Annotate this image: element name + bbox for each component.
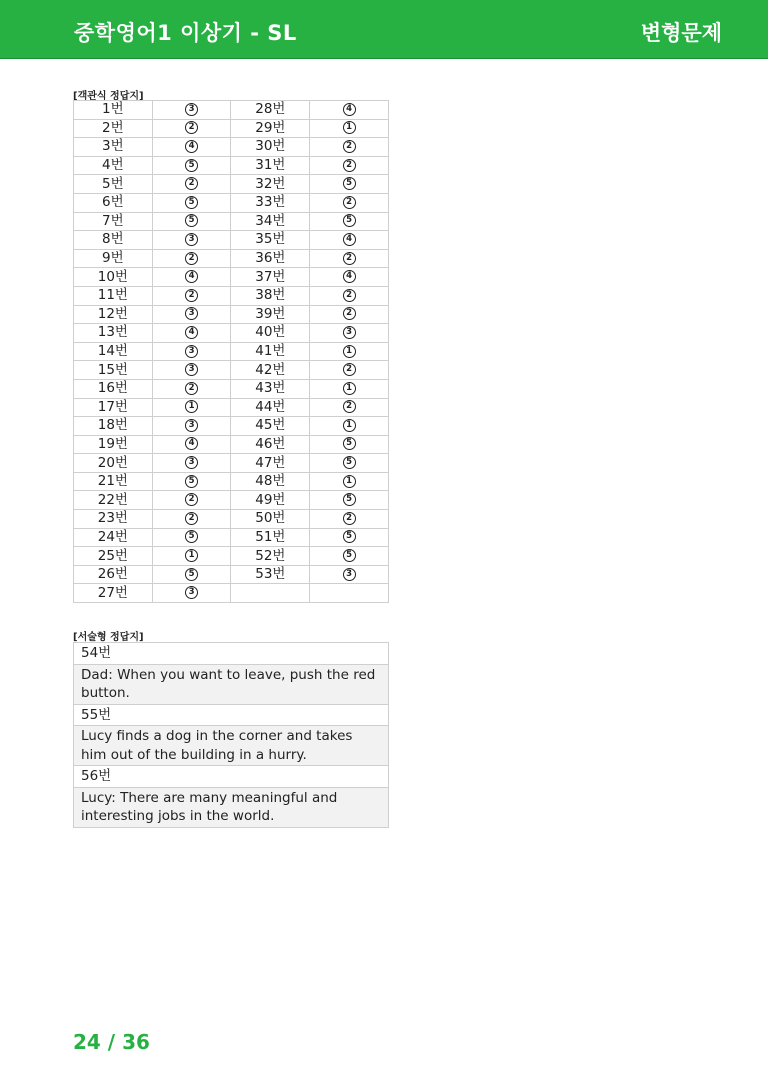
- table-row: [74, 528, 389, 547]
- answer-cell: [310, 584, 389, 603]
- question-number: 16번: [74, 379, 153, 398]
- answer-cell: [152, 193, 231, 212]
- circled-answer-number: 5: [343, 549, 356, 562]
- circled-answer-number: 3: [185, 103, 198, 116]
- question-number: 18번: [74, 417, 153, 436]
- answer-cell: [310, 268, 389, 287]
- circled-answer-number: 2: [185, 177, 198, 190]
- question-number: 55번: [74, 704, 389, 726]
- answer-cell: [310, 361, 389, 380]
- question-number: 19번: [74, 435, 153, 454]
- circled-answer-number: 1: [185, 549, 198, 562]
- table-row: [74, 379, 389, 398]
- question-number: 54번: [74, 643, 389, 665]
- question-number: 53번: [231, 565, 310, 584]
- circled-answer-number: 2: [185, 121, 198, 134]
- answer-cell: [152, 231, 231, 250]
- answer-cell: [310, 156, 389, 175]
- circled-answer-number: 5: [185, 214, 198, 227]
- circled-answer-number: 5: [343, 214, 356, 227]
- circled-answer-number: 5: [343, 456, 356, 469]
- answer-cell: [152, 435, 231, 454]
- table-row: [74, 491, 389, 510]
- answer-cell: [310, 417, 389, 436]
- table-row: [74, 766, 389, 788]
- answer-cell: [152, 268, 231, 287]
- answer-cell: [310, 435, 389, 454]
- circled-answer-number: 3: [185, 586, 198, 599]
- answer-cell: [152, 565, 231, 584]
- answer-cell: [152, 547, 231, 566]
- table-row: [74, 584, 389, 603]
- answer-cell: [152, 212, 231, 231]
- circled-answer-number: 2: [185, 252, 198, 265]
- question-number: 51번: [231, 528, 310, 547]
- answer-cell: [152, 138, 231, 157]
- question-number: 29번: [231, 119, 310, 138]
- circled-answer-number: 5: [185, 159, 198, 172]
- question-number: 7번: [74, 212, 153, 231]
- circled-answer-number: 1: [343, 345, 356, 358]
- circled-answer-number: 2: [343, 196, 356, 209]
- answer-cell: [152, 249, 231, 268]
- circled-answer-number: 2: [185, 289, 198, 302]
- question-number: 44번: [231, 398, 310, 417]
- question-number: 46번: [231, 435, 310, 454]
- circled-answer-number: 3: [185, 456, 198, 469]
- question-number: 2번: [74, 119, 153, 138]
- circled-answer-number: 4: [343, 233, 356, 246]
- table-row: [74, 231, 389, 250]
- circled-answer-number: 2: [343, 159, 356, 172]
- circled-answer-number: 4: [185, 270, 198, 283]
- table-row: [74, 101, 389, 120]
- circled-answer-number: 2: [343, 140, 356, 153]
- answer-cell: [310, 528, 389, 547]
- question-number: 8번: [74, 231, 153, 250]
- circled-answer-number: 5: [185, 568, 198, 581]
- circled-answer-number: 3: [343, 326, 356, 339]
- table-row: [74, 565, 389, 584]
- subjective-answers-label: [서술형 정답지]: [73, 632, 144, 643]
- question-number: 10번: [74, 268, 153, 287]
- table-row: [74, 435, 389, 454]
- answer-text: Lucy: There are many meaningful and interesting jobs in the world.: [74, 787, 389, 827]
- answer-cell: [152, 491, 231, 510]
- circled-answer-number: 5: [185, 475, 198, 488]
- circled-answer-number: 5: [343, 493, 356, 506]
- table-row: [74, 398, 389, 417]
- question-number: 56번: [74, 766, 389, 788]
- answer-cell: [152, 324, 231, 343]
- question-number: 31번: [231, 156, 310, 175]
- circled-answer-number: 2: [185, 382, 198, 395]
- question-number: 22번: [74, 491, 153, 510]
- circled-answer-number: 1: [343, 121, 356, 134]
- circled-answer-number: 3: [185, 363, 198, 376]
- answer-cell: [310, 286, 389, 305]
- table-row: [74, 472, 389, 491]
- circled-answer-number: 3: [343, 568, 356, 581]
- header-category: 변형문제: [640, 21, 722, 45]
- circled-answer-number: 5: [343, 177, 356, 190]
- table-row: [74, 704, 389, 726]
- answer-cell: [310, 193, 389, 212]
- header-title: 중학영어1 이상기 - SL: [74, 21, 297, 45]
- circled-answer-number: 1: [185, 400, 198, 413]
- question-number: 11번: [74, 286, 153, 305]
- question-number: [231, 584, 310, 603]
- answer-cell: [310, 379, 389, 398]
- circled-answer-number: 2: [343, 400, 356, 413]
- answer-cell: [310, 305, 389, 324]
- question-number: 5번: [74, 175, 153, 194]
- question-number: 50번: [231, 510, 310, 529]
- subjective-answer-table: [73, 642, 389, 828]
- question-number: 20번: [74, 454, 153, 473]
- question-number: 9번: [74, 249, 153, 268]
- answer-text: Dad: When you want to leave, push the red button.: [74, 664, 389, 704]
- question-number: 30번: [231, 138, 310, 157]
- table-row: [74, 361, 389, 380]
- answer-cell: [310, 510, 389, 529]
- table-row: [74, 268, 389, 287]
- question-number: 33번: [231, 193, 310, 212]
- table-row: [74, 664, 389, 704]
- question-number: 28번: [231, 101, 310, 120]
- table-row: [74, 510, 389, 529]
- question-number: 25번: [74, 547, 153, 566]
- answer-cell: [310, 398, 389, 417]
- question-number: 35번: [231, 231, 310, 250]
- question-number: 42번: [231, 361, 310, 380]
- question-number: 4번: [74, 156, 153, 175]
- answer-cell: [310, 231, 389, 250]
- question-number: 13번: [74, 324, 153, 343]
- table-row: [74, 212, 389, 231]
- answer-cell: [152, 379, 231, 398]
- answer-text: Lucy finds a dog in the corner and takes him out of the building in a hurry.: [74, 726, 389, 766]
- objective-answers-label: [객관식 정답지]: [73, 91, 144, 102]
- question-number: 24번: [74, 528, 153, 547]
- question-number: 40번: [231, 324, 310, 343]
- answer-cell: [310, 342, 389, 361]
- answer-cell: [152, 584, 231, 603]
- circled-answer-number: 2: [185, 512, 198, 525]
- question-number: 3번: [74, 138, 153, 157]
- table-row: [74, 305, 389, 324]
- circled-answer-number: 4: [343, 270, 356, 283]
- question-number: 26번: [74, 565, 153, 584]
- question-number: 48번: [231, 472, 310, 491]
- answer-cell: [310, 454, 389, 473]
- circled-answer-number: 2: [343, 363, 356, 376]
- question-number: 41번: [231, 342, 310, 361]
- answer-cell: [152, 101, 231, 120]
- question-number: 21번: [74, 472, 153, 491]
- circled-answer-number: 1: [343, 382, 356, 395]
- circled-answer-number: 4: [185, 326, 198, 339]
- table-row: [74, 726, 389, 766]
- table-row: [74, 324, 389, 343]
- question-number: 43번: [231, 379, 310, 398]
- answer-cell: [310, 119, 389, 138]
- question-number: 38번: [231, 286, 310, 305]
- table-row: [74, 249, 389, 268]
- table-row: [74, 787, 389, 827]
- question-number: 6번: [74, 193, 153, 212]
- question-number: 52번: [231, 547, 310, 566]
- table-row: [74, 643, 389, 665]
- circled-answer-number: 3: [185, 307, 198, 320]
- answer-cell: [310, 212, 389, 231]
- answer-cell: [152, 156, 231, 175]
- question-number: 1번: [74, 101, 153, 120]
- answer-cell: [310, 175, 389, 194]
- circled-answer-number: 4: [185, 140, 198, 153]
- answer-cell: [310, 547, 389, 566]
- circled-answer-number: 5: [343, 437, 356, 450]
- question-number: 45번: [231, 417, 310, 436]
- table-row: [74, 193, 389, 212]
- circled-answer-number: 3: [185, 419, 198, 432]
- table-row: [74, 138, 389, 157]
- answer-cell: [152, 305, 231, 324]
- circled-answer-number: 1: [343, 419, 356, 432]
- question-number: 34번: [231, 212, 310, 231]
- circled-answer-number: 2: [343, 307, 356, 320]
- question-number: 15번: [74, 361, 153, 380]
- question-number: 23번: [74, 510, 153, 529]
- table-row: [74, 342, 389, 361]
- answer-cell: [310, 249, 389, 268]
- table-row: [74, 119, 389, 138]
- circled-answer-number: 2: [343, 289, 356, 302]
- table-row: [74, 417, 389, 436]
- question-number: 14번: [74, 342, 153, 361]
- table-row: [74, 175, 389, 194]
- answer-cell: [310, 138, 389, 157]
- circled-answer-number: 5: [185, 530, 198, 543]
- circled-answer-number: 2: [185, 493, 198, 506]
- question-number: 32번: [231, 175, 310, 194]
- question-number: 36번: [231, 249, 310, 268]
- answer-cell: [152, 286, 231, 305]
- answer-cell: [310, 565, 389, 584]
- answer-cell: [310, 101, 389, 120]
- circled-answer-number: 3: [185, 345, 198, 358]
- question-number: 37번: [231, 268, 310, 287]
- circled-answer-number: 5: [185, 196, 198, 209]
- answer-cell: [152, 175, 231, 194]
- circled-answer-number: 4: [185, 437, 198, 450]
- answer-cell: [310, 491, 389, 510]
- answer-cell: [310, 472, 389, 491]
- circled-answer-number: 2: [343, 252, 356, 265]
- question-number: 12번: [74, 305, 153, 324]
- objective-answer-table: [73, 100, 389, 603]
- circled-answer-number: 4: [343, 103, 356, 116]
- answer-cell: [152, 528, 231, 547]
- question-number: 47번: [231, 454, 310, 473]
- answer-cell: [152, 417, 231, 436]
- answer-cell: [152, 454, 231, 473]
- page-number: 24 / 36: [73, 1030, 150, 1054]
- table-row: [74, 286, 389, 305]
- question-number: 17번: [74, 398, 153, 417]
- answer-cell: [152, 510, 231, 529]
- table-row: [74, 547, 389, 566]
- table-row: [74, 454, 389, 473]
- question-number: 39번: [231, 305, 310, 324]
- answer-cell: [152, 398, 231, 417]
- answer-cell: [310, 324, 389, 343]
- answer-cell: [152, 361, 231, 380]
- question-number: 27번: [74, 584, 153, 603]
- circled-answer-number: 1: [343, 475, 356, 488]
- question-number: 49번: [231, 491, 310, 510]
- circled-answer-number: 2: [343, 512, 356, 525]
- answer-cell: [152, 472, 231, 491]
- table-row: [74, 156, 389, 175]
- answer-cell: [152, 119, 231, 138]
- answer-cell: [152, 342, 231, 361]
- circled-answer-number: 5: [343, 530, 356, 543]
- page-header: [0, 0, 768, 59]
- circled-answer-number: 3: [185, 233, 198, 246]
